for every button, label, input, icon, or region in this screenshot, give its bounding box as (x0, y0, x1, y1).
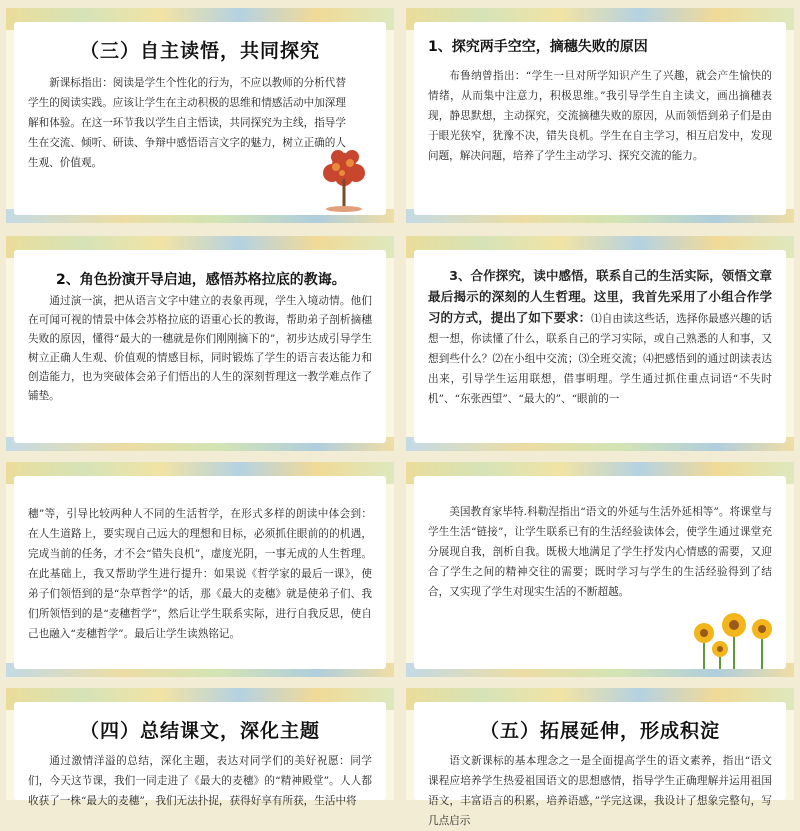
slide-body: 新课标指出：阅读是学生个性化的行为，不应以教师的分析代替学生的阅读实践。应该让学生在主动积极的思维和情感活动中加深理解和体验。在这一环节我以学生自主悟读，共同探究为主线，指导学生在交流、倾听、研读、争辩中感悟语言文字的魅力，树立正确的人生观、价值观。 (28, 77, 346, 169)
slide-body (428, 266, 772, 409)
slide-panel (414, 702, 786, 827)
maple-tree-icon (312, 143, 376, 213)
slide-title: 3、合作探究，读中感悟，联系自己的生活实际，领悟文章最后揭示的深刻的人生哲理。这里，我首先采用了小组合作学习的方式，提出了如下要求： (428, 268, 772, 325)
sunflowers-icon (684, 607, 780, 671)
slide-body: 美国教育家毕特.科勒涅指出“语文的外延与生活外延相等”。将课堂与学生生活“链接”，让学生联系已有的生活经验读体会，使学生通过课堂充分展现自我，剖析自我。既极大地满足了学生抒发内心情感的需要，又迎合了学生之间的精神交往的需要；既时学习与学生的生活经验得到了结合，又实现了学生对现实生活的不断超越。 (428, 506, 772, 598)
slide-1 (6, 8, 394, 223)
slide-title: （四）总结课文，深化主题 (79, 720, 320, 742)
slide-7 (6, 688, 394, 807)
slide-panel (14, 250, 386, 443)
slide-panel (414, 250, 786, 443)
slide-body: 通过激情洋溢的总结，深化主题，表达对同学们的美好祝愿：同学们，今天这节课，我们一同走进了《最大的麦穗》的“精神殿堂”。人人都收获了一株“最大的麦穗”，我们无法扑捉，获得好享有所获，生活中将 (28, 755, 372, 807)
slide-3 (6, 236, 394, 451)
slide-body: 语文新课标的基本理念之一是全面提高学生的语文素养，指出“语文课程应培养学生热爱祖国语文的思想感情，指导学生正确理解并运用祖国语文，丰富语言的积累，培养语感，”学完这课，我设计了想象完整句，写几点启示 (428, 755, 772, 827)
slide-panel (414, 22, 786, 215)
slide-4 (406, 236, 794, 451)
slide-panel (14, 476, 386, 669)
slide-body: 通过演一演，把从语言文字中建立的表象再现，学生入境动情。他们在可闻可视的情景中体会苏格拉底的语重心长的教诲，帮助弟子剖析摘穗失败的原因，懂得“最大的一穗就是你们刚刚摘下的”，初步达成引导学生树立正确人生观、价值观的情感目标，同时锻炼了学生的语言表达能力和创造能力，也为突破体会弟子们悟出的人生的深刻哲理这一教学难点作了铺垫。 (28, 295, 372, 402)
slide-title: 1、探究两手空空，摘穗失败的原因 (428, 39, 648, 55)
slide-5 (6, 462, 394, 677)
slide-title: 2、角色扮演开导启迪，感悟苏格拉底的教诲。 (56, 272, 346, 288)
slide-body: 穗”等，引导比较两种人不同的生活哲学，在形式多样的朗读中体会到：在人生道路上，要实现自己远大的理想和目标，必须抓住眼前的的机遇，完成当前的任务，才不会“错失良机”，虚度光阴，一事无成的人生哲理。在此基础上，我又帮助学生进行提升：如果说《哲学家的最后一课》，使弟子们领悟到的是“杂草哲学”的话，那《最大的麦穗》就是使弟子们、我们所领悟到的是“麦穗哲学”，然后让学生联系实际，进行自我反思，使自己也融入“麦穗哲学”。最后让学生读熟铭记。 (28, 508, 372, 640)
slide-6 (406, 462, 794, 677)
slide-2 (406, 8, 794, 223)
slide-8 (406, 688, 794, 827)
slide-title: （五）拓展延伸，形成积淀 (479, 720, 720, 742)
slide-panel (14, 702, 386, 807)
slide-body: 布鲁纳曾指出：“学生一旦对所学知识产生了兴趣，就会产生愉快的情绪，从而集中注意力，积极思维。”我引导学生自主读文，画出摘穗表现，静思默想，主动探究，交流摘穗失败的原因，从而领悟到弟子们是由于眼光狭窄，犹豫不决，错失良机。学生在自主学习，相互启发中，发现问题，解决问题，培养了学生主动学习、探究交流的能力。 (428, 70, 772, 162)
slide-title: （三）自主读悟，共同探究 (79, 40, 320, 62)
slide-body-text: ⑴自由读这些话，选择你最感兴趣的话想一想，你读懂了什么，联系自己的学习实际，或自己熟悉的人和事，又想到些什么？⑵在小组中交流；⑶全班交流；⑷把感悟到的通过朗读表达出来，引导学生运用联想，借事明理。学生通过抓住重点词语“不失时机”、“东张西望”、“最大的”、“眼前的一 (428, 313, 772, 405)
